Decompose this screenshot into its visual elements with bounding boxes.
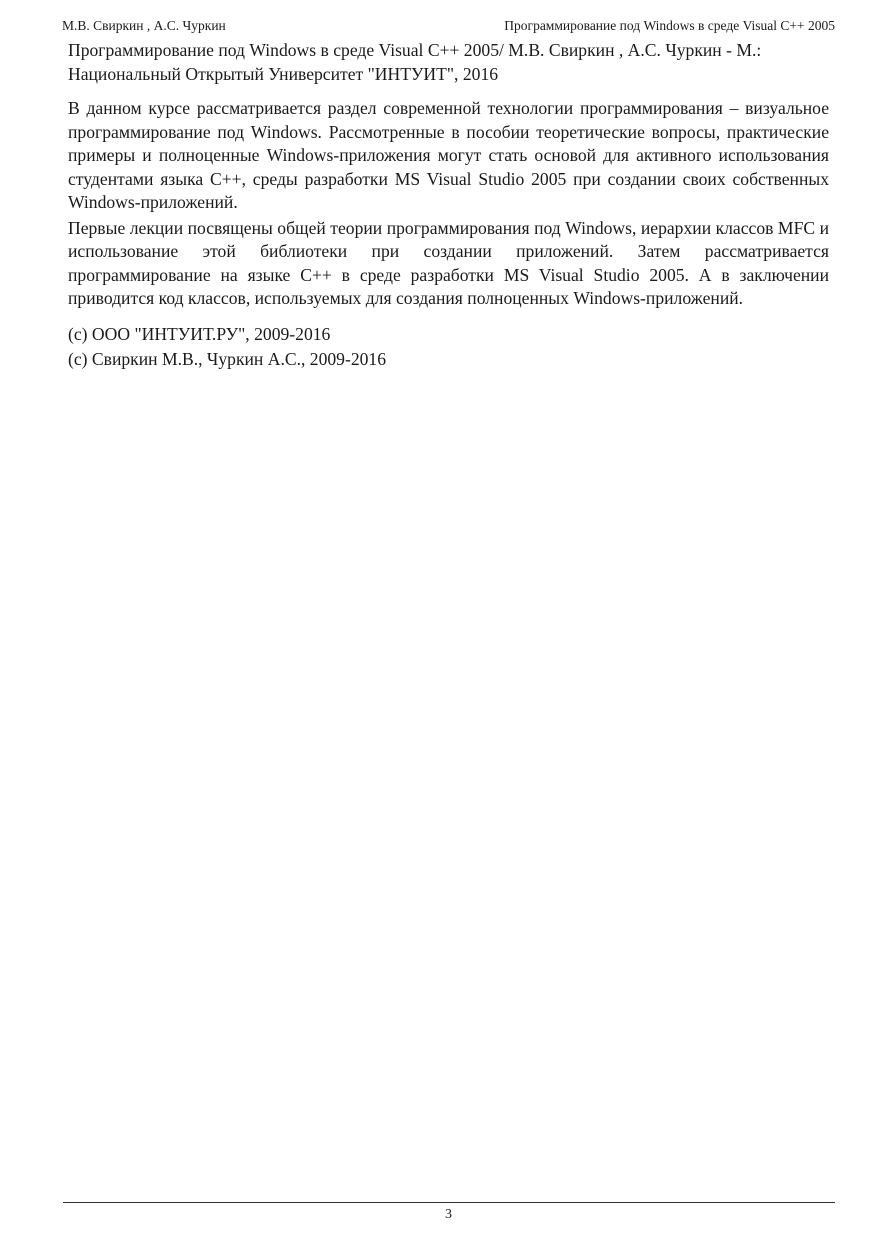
header-authors: М.В. Свиркин , А.С. Чуркин	[62, 18, 226, 33]
abstract-paragraph-2: Первые лекции посвящены общей теории программирования под Windows, иерархии классов MFC и использование этой библиотеки при создании приложений. Затем рассматривается программирование на языке C++ в среде разработки MS Visual Studio 2005. А в заключении приводится код классов, используемых для создания полноценных Windows-приложений.	[68, 217, 829, 308]
page-number: 3	[445, 1207, 452, 1222]
bibliographic-citation: Программирование под Windows в среде Visual C++ 2005/ М.В. Свиркин , А.С. Чуркин - М.: Национальный Открытый Университет "ИНТУИТ", 2016	[68, 40, 762, 84]
copyright-block	[68, 322, 829, 372]
copyright-authors: (c) Свиркин М.В., Чуркин А.С., 2009-2016	[68, 348, 387, 369]
abstract-paragraph-1: В данном курсе рассматривается раздел современной технологии программирования – визуальное программирование под Windows. Рассмотренные в пособии теоретические вопросы, практические примеры и полноценные Windows-приложения могут стать основой для активного использования студентами языка C++, среды разработки MS Visual Studio 2005 при создании своих собственных Windows-приложений.	[68, 98, 829, 212]
header-title: Программирование под Windows в среде Visual C++ 2005	[504, 18, 835, 33]
page-content	[68, 39, 829, 372]
footer-divider	[63, 1202, 835, 1203]
running-header	[62, 16, 835, 36]
copyright-publisher: (c) ООО "ИНТУИТ.РУ", 2009-2016	[68, 323, 331, 344]
